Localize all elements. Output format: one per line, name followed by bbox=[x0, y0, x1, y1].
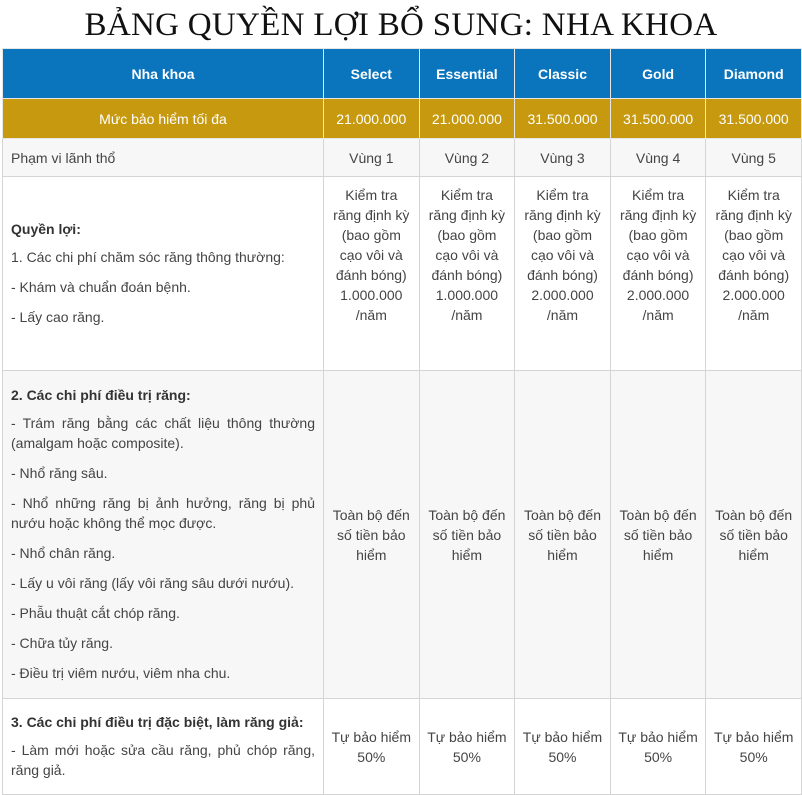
max-coverage-value: 31.500.000 bbox=[515, 99, 611, 139]
plan-header-diamond: Diamond bbox=[706, 49, 802, 99]
benefit-item: - Lấy u vôi răng (lấy vôi răng sâu dưới nướu). bbox=[11, 574, 295, 591]
benefit-description bbox=[3, 177, 324, 371]
benefit-value: Tự bảo hiểm 50% bbox=[706, 699, 802, 795]
header-row bbox=[3, 49, 802, 99]
territory-value: Vùng 5 bbox=[706, 139, 802, 177]
benefit-value: Toàn bộ đến số tiền bảo hiểm bbox=[706, 371, 802, 699]
plan-header-gold: Gold bbox=[610, 49, 706, 99]
benefit-heading: 2. Các chi phí điều trị răng: bbox=[11, 386, 191, 403]
max-coverage-row bbox=[3, 99, 802, 139]
benefit-value: Toàn bộ đến số tiền bảo hiểm bbox=[515, 371, 611, 699]
benefit-item: - Khám và chuẩn đoán bệnh. bbox=[11, 278, 191, 295]
territory-value: Vùng 2 bbox=[419, 139, 515, 177]
territory-label: Phạm vi lãnh thổ bbox=[3, 139, 324, 177]
territory-value: Vùng 1 bbox=[324, 139, 420, 177]
territory-value: Vùng 4 bbox=[610, 139, 706, 177]
territory-row bbox=[3, 139, 802, 177]
plan-header-classic: Classic bbox=[515, 49, 611, 99]
benefit-row bbox=[3, 371, 802, 699]
benefit-value: Kiểm tra răng định kỳ (bao gồm cạo vôi và đánh bóng) 2.000.000 /năm bbox=[610, 177, 706, 371]
max-coverage-value: 31.500.000 bbox=[610, 99, 706, 139]
benefit-description bbox=[3, 371, 324, 699]
benefit-heading: Quyền lợi: bbox=[11, 220, 81, 237]
benefit-item: - Phẫu thuật cắt chóp răng. bbox=[11, 604, 180, 621]
benefit-item: - Lấy cao răng. bbox=[11, 308, 105, 325]
plan-header-essential: Essential bbox=[419, 49, 515, 99]
plan-header-select: Select bbox=[324, 49, 420, 99]
dental-benefits-table bbox=[2, 48, 802, 795]
benefit-item: - Nhổ những răng bị ảnh hưởng, răng bị phủ nướu hoặc không thể mọc được. bbox=[11, 494, 315, 531]
benefit-heading: 3. Các chi phí điều trị đặc biệt, làm răng giả: bbox=[11, 713, 304, 730]
benefit-row bbox=[3, 177, 802, 371]
benefit-value: Tự bảo hiểm 50% bbox=[324, 699, 420, 795]
max-coverage-value: 31.500.000 bbox=[706, 99, 802, 139]
benefit-value: Kiểm tra răng định kỳ (bao gồm cạo vôi và đánh bóng) 2.000.000 /năm bbox=[515, 177, 611, 371]
benefit-value: Kiểm tra răng định kỳ (bao gồm cạo vôi và đánh bóng) 1.000.000 /năm bbox=[324, 177, 420, 371]
benefit-value: Tự bảo hiểm 50% bbox=[515, 699, 611, 795]
benefit-value: Kiểm tra răng định kỳ (bao gồm cạo vôi và đánh bóng) 1.000.000 /năm bbox=[419, 177, 515, 371]
max-coverage-value: 21.000.000 bbox=[419, 99, 515, 139]
benefit-value: Toàn bộ đến số tiền bảo hiểm bbox=[324, 371, 420, 699]
max-coverage-label: Mức bảo hiểm tối đa bbox=[3, 99, 324, 139]
benefit-value: Toàn bộ đến số tiền bảo hiểm bbox=[610, 371, 706, 699]
benefit-value: Toàn bộ đến số tiền bảo hiểm bbox=[419, 371, 515, 699]
benefit-item: 1. Các chi phí chăm sóc răng thông thường: bbox=[11, 248, 285, 265]
benefit-item: - Làm mới hoặc sửa cầu răng, phủ chóp răng, răng giả. bbox=[11, 741, 315, 778]
benefit-row bbox=[3, 699, 802, 795]
benefit-item: - Nhổ răng sâu. bbox=[11, 464, 108, 481]
header-label: Nha khoa bbox=[3, 49, 324, 99]
benefit-value: Tự bảo hiểm 50% bbox=[419, 699, 515, 795]
max-coverage-value: 21.000.000 bbox=[324, 99, 420, 139]
page-title: BẢNG QUYỀN LỢI BỔ SUNG: NHA KHOA bbox=[84, 7, 718, 43]
benefit-item: - Trám răng bằng các chất liệu thông thường (amalgam hoặc composite). bbox=[11, 414, 315, 451]
benefit-value: Kiểm tra răng định kỳ (bao gồm cạo vôi và đánh bóng) 2.000.000 /năm bbox=[706, 177, 802, 371]
benefit-item: - Nhổ chân răng. bbox=[11, 544, 116, 561]
benefit-item: - Điều trị viêm nướu, viêm nha chu. bbox=[11, 664, 231, 681]
benefit-item: - Chữa tủy răng. bbox=[11, 634, 113, 651]
benefit-description bbox=[3, 699, 324, 795]
benefit-value: Tự bảo hiểm 50% bbox=[610, 699, 706, 795]
territory-value: Vùng 3 bbox=[515, 139, 611, 177]
